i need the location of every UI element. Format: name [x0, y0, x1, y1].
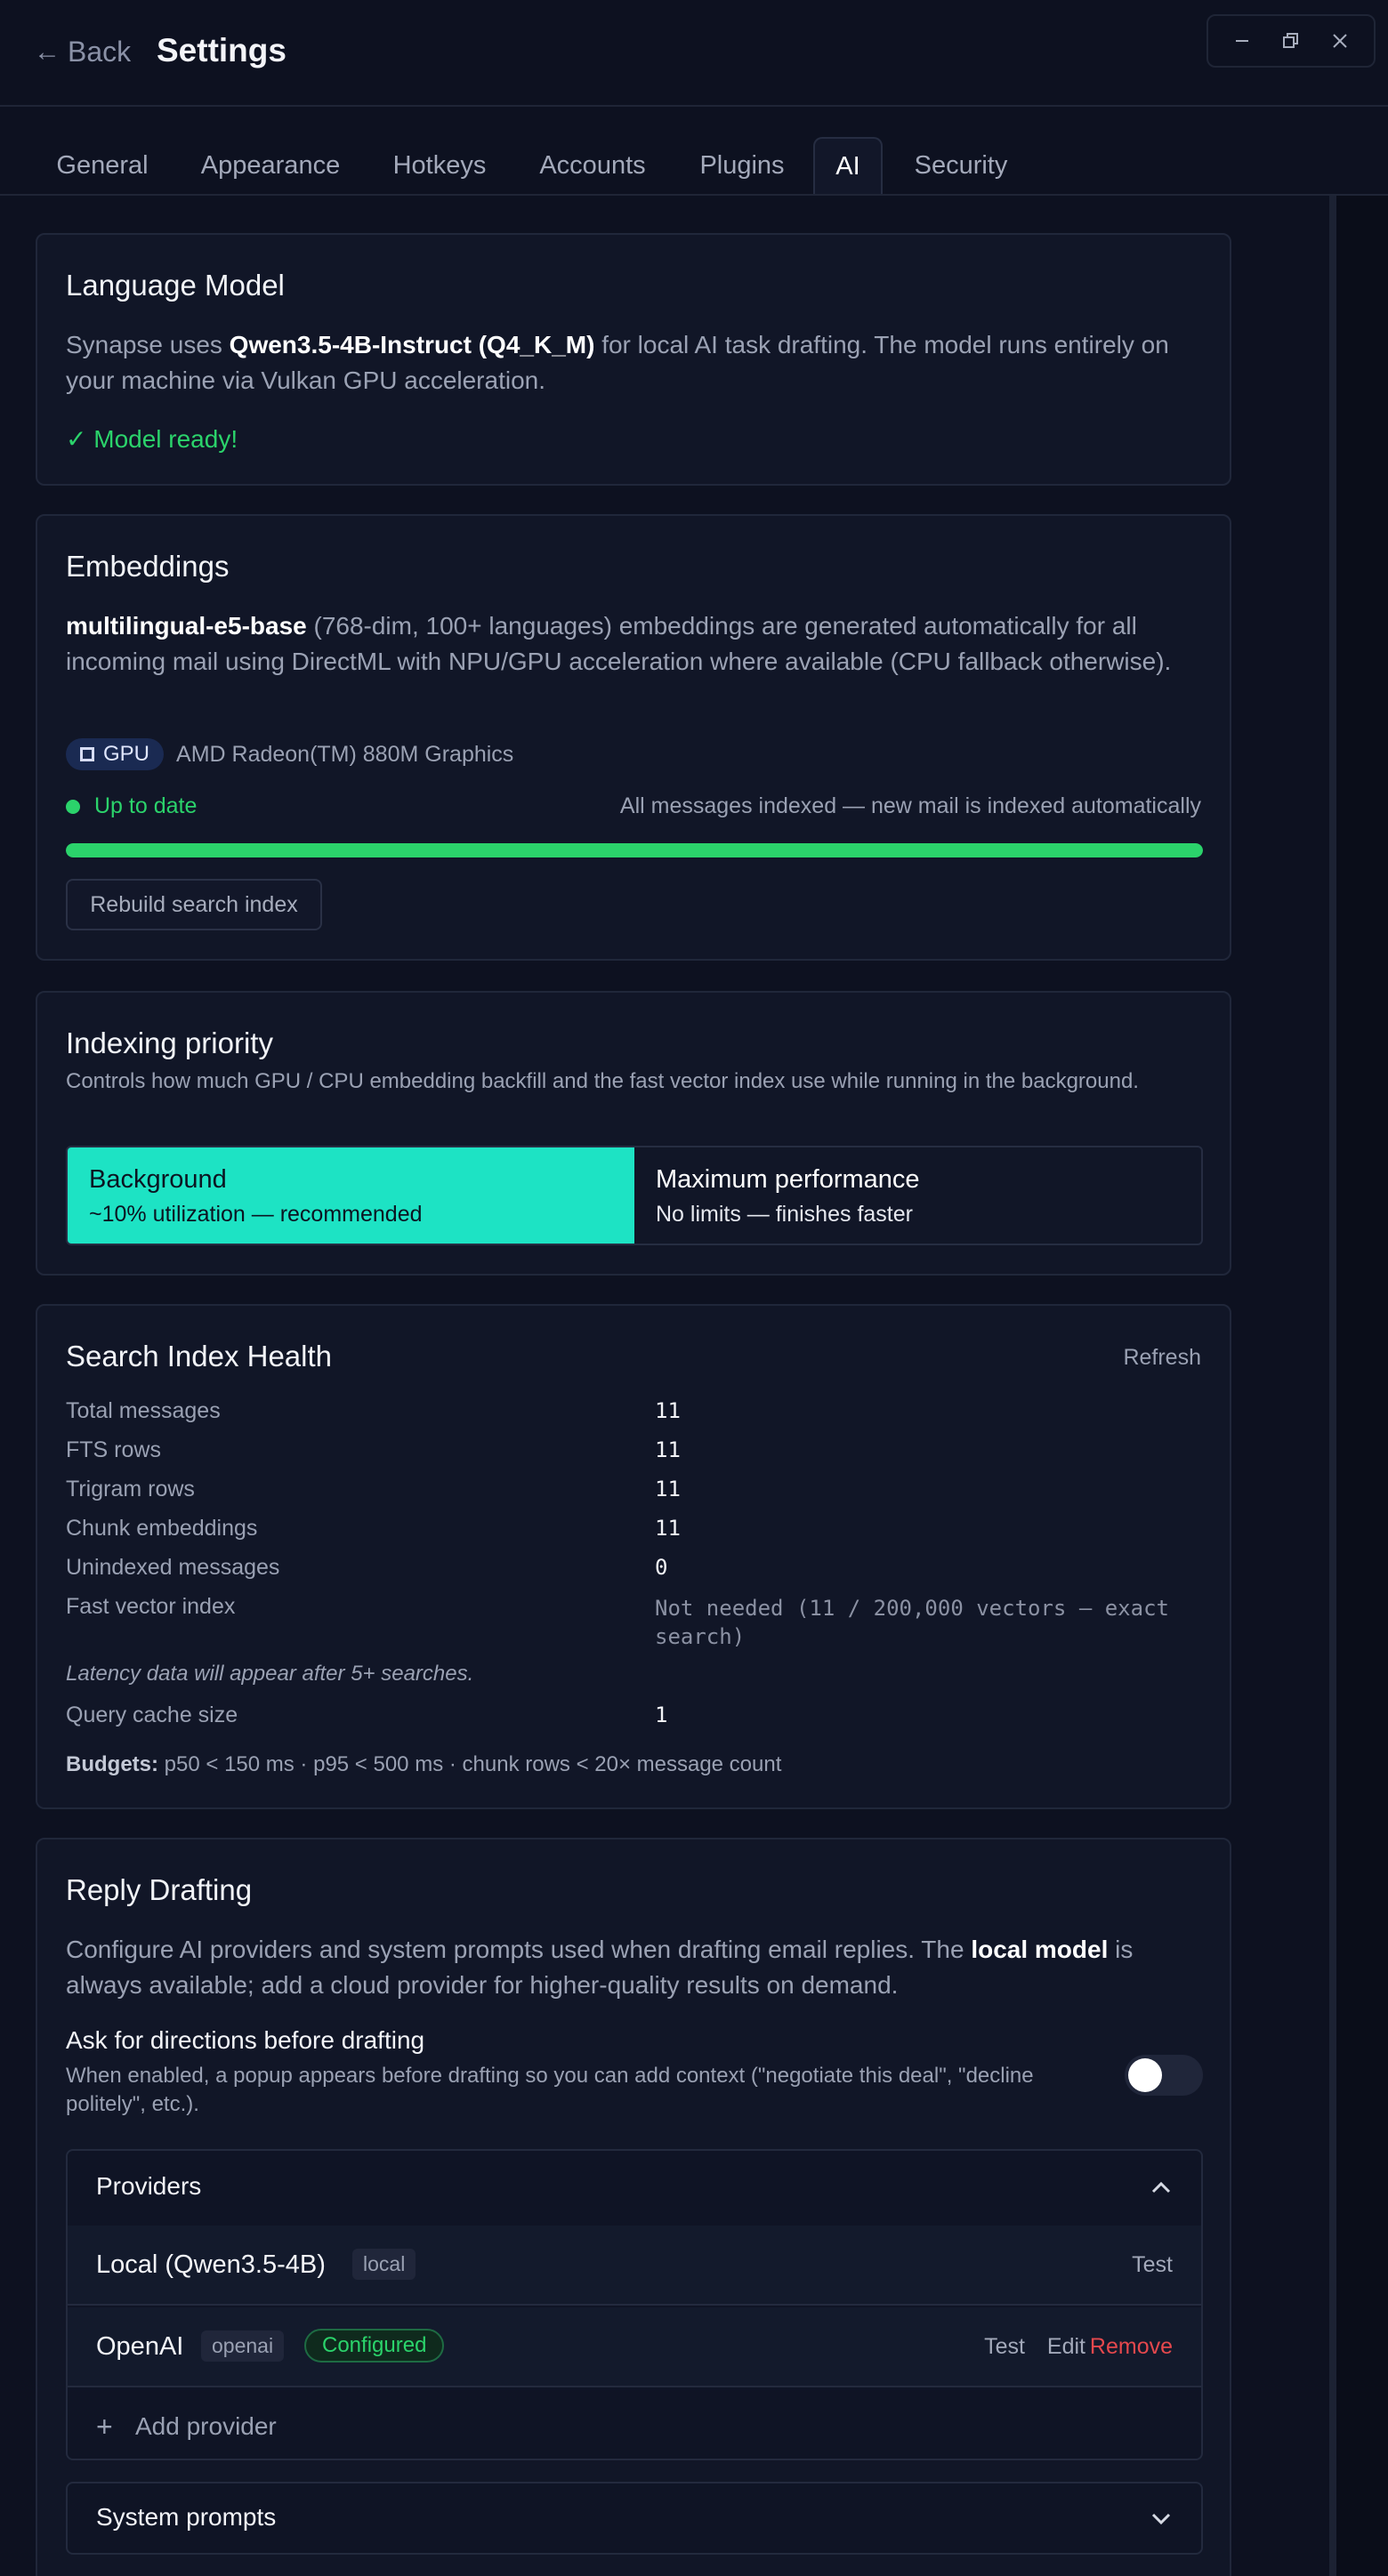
language-model-title: Language Model	[66, 269, 285, 302]
providers-panel	[66, 2149, 1203, 2460]
edit-provider-button[interactable]: Edit	[1046, 2334, 1085, 2359]
desc-text: Configure AI providers and system prompts used when drafting email replies. The	[66, 1936, 972, 1963]
latency-note: Latency data will appear after 5+ searches.	[66, 1662, 474, 1686]
budgets-label: Budgets:	[66, 1752, 158, 1776]
budgets-text: p50 < 150 ms · p95 < 500 ms · chunk rows < 20× message count	[158, 1752, 782, 1776]
configured-badge: Configured	[304, 2329, 444, 2363]
health-key: Trigram rows	[66, 1477, 195, 1501]
providers-header[interactable]	[68, 2151, 1201, 2226]
plus-icon: +	[96, 2411, 113, 2443]
provider-row	[68, 2226, 1201, 2306]
embeddings-card	[36, 514, 1231, 961]
model-status: ✓ Model ready!	[66, 425, 238, 453]
desc-text: (768-dim, 100+ languages) embeddings are generated automatically for all incoming mail using DirectML with NPU/GPU acceleration where available (CPU fallback otherwise).	[66, 612, 1172, 675]
remove-provider-button[interactable]: Remove	[1089, 2334, 1173, 2359]
option-subtitle: No limits — finishes faster	[656, 1202, 913, 1227]
test-provider-button[interactable]: Test	[984, 2334, 1025, 2359]
tab-appearance[interactable]: Appearance	[200, 150, 341, 180]
health-row	[66, 1437, 1214, 1464]
scrollbar[interactable]	[1329, 196, 1388, 2576]
device-chip-label: GPU	[103, 742, 150, 766]
health-row	[66, 1398, 1214, 1425]
health-value: 11	[655, 1398, 681, 1423]
device-name: AMD Radeon(TM) 880M Graphics	[176, 741, 514, 767]
search-health-title: Search Index Health	[66, 1340, 333, 1373]
health-row	[66, 1594, 1214, 1651]
health-value: Not needed (11 / 200,000 vectors — exact search)	[655, 1596, 1169, 1649]
option-subtitle: ~10% utilization — recommended	[89, 1202, 423, 1227]
tab-accounts[interactable]: Accounts	[539, 150, 646, 180]
health-key: Chunk embeddings	[66, 1516, 258, 1541]
tab-security[interactable]: Security	[914, 150, 1008, 180]
minimize-icon[interactable]	[1224, 23, 1260, 59]
tab-general[interactable]: General	[56, 150, 149, 180]
chip-icon	[80, 747, 94, 761]
health-value: 11	[655, 1477, 681, 1501]
system-prompts-title: System prompts	[96, 2503, 277, 2531]
progress-fill	[66, 843, 1203, 857]
close-icon[interactable]	[1322, 23, 1358, 59]
tab-ai[interactable]: AI	[813, 137, 883, 194]
ask-directions-title: Ask for directions before drafting	[66, 2026, 425, 2054]
priority-selector	[66, 1146, 1203, 1245]
restore-icon[interactable]	[1273, 23, 1309, 59]
provider-name: OpenAI	[96, 2332, 184, 2361]
toggle-knob	[1128, 2058, 1162, 2092]
status-detail: All messages indexed — new mail is indexed automatically	[619, 793, 1201, 818]
health-value: 11	[655, 1516, 681, 1541]
tab-hotkeys[interactable]: Hotkeys	[392, 150, 487, 180]
index-status	[66, 793, 197, 819]
settings-tabs	[0, 109, 1388, 196]
embeddings-title: Embeddings	[66, 550, 230, 583]
health-key: Fast vector index	[66, 1594, 236, 1619]
system-prompts-panel[interactable]	[66, 2482, 1203, 2555]
health-key: Query cache size	[66, 1703, 238, 1727]
tab-plugins[interactable]: Plugins	[699, 150, 785, 180]
back-button[interactable]	[34, 36, 131, 68]
rebuild-index-button[interactable]: Rebuild search index	[66, 879, 322, 930]
provider-row	[68, 2307, 1201, 2387]
budgets-line	[66, 1752, 781, 1777]
priority-option-background[interactable]	[68, 1147, 634, 1244]
desc-bold: local model	[971, 1936, 1109, 1963]
desc-text: Synapse uses	[66, 331, 230, 358]
arrow-left-icon: ←	[34, 36, 61, 67]
health-row	[66, 1516, 1214, 1542]
language-model-card	[36, 233, 1231, 486]
add-provider-label: Add provider	[135, 2412, 277, 2440]
refresh-button[interactable]: Refresh	[1123, 1345, 1201, 1370]
window-controls	[1206, 14, 1376, 68]
reply-drafting-card	[36, 1838, 1231, 2576]
device-chip	[66, 738, 164, 770]
health-key: Unindexed messages	[66, 1555, 280, 1580]
test-provider-button[interactable]: Test	[1132, 2252, 1173, 2277]
health-value: 0	[655, 1555, 668, 1580]
desc-text: for local AI task drafting. The model runs entirely on your machine via Vulkan GPU acceleration.	[66, 331, 1169, 394]
model-name: Qwen3.5-4B-Instruct (Q4_K_M)	[229, 331, 595, 358]
scrollbar-thumb[interactable]	[1329, 196, 1336, 2576]
index-progress-bar	[66, 843, 1203, 857]
ask-directions-toggle[interactable]	[1125, 2055, 1203, 2096]
embedding-model-name: multilingual-e5-base	[66, 612, 307, 640]
status-dot-icon	[66, 800, 80, 814]
chevron-up-icon	[1150, 2176, 1173, 2203]
page-title: Settings	[157, 32, 286, 68]
search-health-card	[36, 1304, 1231, 1809]
priority-option-maximum[interactable]	[634, 1147, 1201, 1244]
add-provider-button[interactable]	[68, 2389, 1201, 2460]
title-bar	[0, 0, 1388, 107]
reply-drafting-description	[66, 1932, 1196, 2003]
language-model-description	[66, 327, 1196, 398]
desc-text: is always available; add a cloud provider for higher-quality results on demand.	[66, 1936, 1134, 1999]
indexing-priority-title: Indexing priority	[66, 1026, 273, 1059]
ask-directions-description: When enabled, a popup appears before drafting so you can add context ("negotiate this deal", "decline politely", etc.).	[66, 2064, 1034, 2116]
option-title: Maximum performance	[656, 1165, 920, 1194]
health-key: Total messages	[66, 1398, 221, 1423]
chevron-down-icon	[1150, 2507, 1173, 2534]
provider-tag: openai	[201, 2330, 284, 2362]
providers-title: Providers	[96, 2172, 202, 2200]
health-row	[66, 1703, 1214, 1729]
indexing-priority-description: Controls how much GPU / CPU embedding backfill and the fast vector index use while running in the background.	[66, 1069, 1139, 1093]
health-key: FTS rows	[66, 1437, 161, 1462]
back-label: Back	[68, 36, 132, 68]
device-info	[66, 738, 513, 770]
health-value: 1	[655, 1703, 668, 1727]
indexing-priority-card	[36, 991, 1231, 1276]
status-label: Up to date	[94, 793, 198, 818]
provider-name: Local (Qwen3.5-4B)	[96, 2250, 326, 2279]
option-title: Background	[89, 1165, 227, 1194]
reply-drafting-title: Reply Drafting	[66, 1873, 253, 1906]
health-row	[66, 1555, 1214, 1582]
health-row	[66, 1477, 1214, 1503]
provider-tag: local	[352, 2249, 416, 2280]
embeddings-description	[66, 608, 1196, 680]
health-value: 11	[655, 1437, 681, 1462]
